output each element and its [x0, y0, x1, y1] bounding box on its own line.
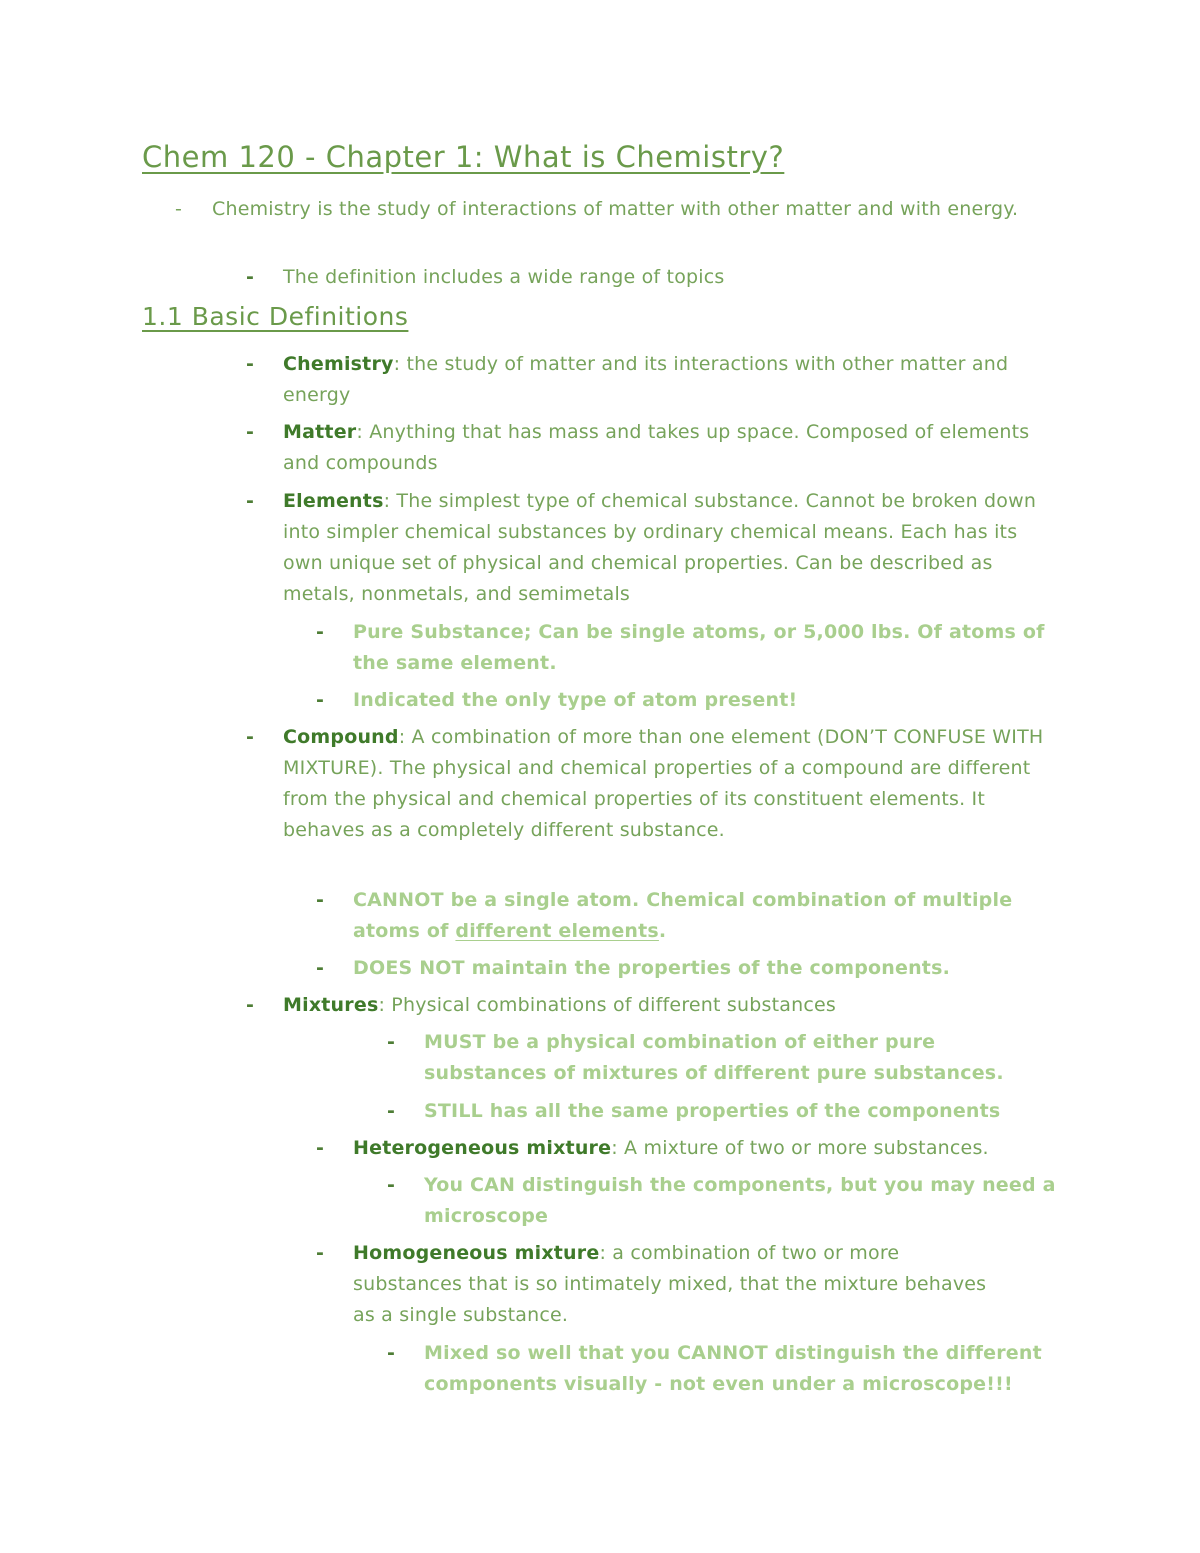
bullet-dash: - [175, 198, 183, 220]
intro-line-2 [246, 262, 1043, 293]
definition-compound [246, 722, 1058, 846]
bullet-dash: - [246, 726, 255, 748]
elements-note-1 [316, 617, 1053, 679]
compound-note-2 [316, 953, 1053, 984]
term-compound: Compound [283, 726, 399, 748]
definition-text: : A combination of more than one element (DON’T CONFUSE WITH MIXTURE). The physical and chemical properties of a compound are different from the physical and chemical properties of its constituent elements. It behaves as a completely different substance. [283, 726, 1044, 841]
definition-matter [246, 417, 1053, 479]
bullet-dash: - [316, 957, 325, 979]
bullet-dash: - [246, 994, 255, 1016]
elements-note-2 [316, 685, 1053, 716]
section-heading: 1.1 Basic Definitions [142, 302, 409, 331]
bullet-dash: - [246, 421, 255, 443]
term-chemistry: Chemistry [283, 353, 394, 375]
term-mixtures: Mixtures [283, 994, 379, 1016]
note-text: Pure Substance; Can be single atoms, or 5,000 lbs. Of atoms of the same element. [353, 621, 1045, 674]
term-elements: Elements [283, 490, 384, 512]
definition-text: : the study of matter and its interactions with other matter and energy [283, 353, 1009, 406]
note-text-end: . [658, 920, 667, 942]
definition-text: : a combination of two or more substances that is so intimately mixed, that the mixture behaves as a single substance. [353, 1242, 987, 1326]
homogeneous-note [387, 1338, 1059, 1400]
term-matter: Matter [283, 421, 357, 443]
definition-text: : The simplest type of chemical substance. Cannot be broken down into simpler chemical substances by ordinary chemical means. Each has its own unique set of physical and chemical properties. Can be described as metals, nonmetals, and semimetals [283, 490, 1037, 605]
bullet-dash: - [316, 1242, 325, 1264]
mixtures-note-1 [387, 1027, 1054, 1089]
term-homogeneous: Homogeneous mixture [353, 1242, 600, 1264]
bullet-dash: - [316, 621, 325, 643]
bullet-dash: - [246, 266, 255, 288]
definition-text: : A mixture of two or more substances. [611, 1137, 989, 1159]
note-text: Indicated the only type of atom present! [353, 689, 798, 711]
bullet-dash: - [316, 1137, 325, 1159]
definition-elements [246, 486, 1058, 610]
note-text: STILL has all the same properties of the components [424, 1100, 1001, 1122]
bullet-dash: - [387, 1174, 396, 1196]
underlined-text: different elements [455, 920, 659, 942]
bullet-dash: - [387, 1031, 396, 1053]
definition-homogeneous [316, 1238, 1003, 1331]
note-text: CANNOT be a single atom. Chemical combination of multiple atoms of [353, 889, 1013, 942]
note-text: Mixed so well that you CANNOT distinguish the different components visually - not even under a microscope!!! [424, 1342, 1042, 1395]
term-heterogeneous: Heterogeneous mixture [353, 1137, 612, 1159]
note-text: You CAN distinguish the components, but you may need a microscope [424, 1174, 1056, 1227]
bullet-dash: - [246, 353, 255, 375]
bullet-dash: - [316, 689, 325, 711]
note-text: DOES NOT maintain the properties of the components. [353, 957, 951, 979]
note-text: MUST be a physical combination of either pure substances of mixtures of different pure substances. [424, 1031, 1004, 1084]
intro-subtext: The definition includes a wide range of topics [283, 266, 725, 288]
definition-mixtures [246, 990, 1058, 1021]
heterogeneous-note [387, 1170, 1069, 1232]
bullet-dash: - [387, 1342, 396, 1364]
definition-heterogeneous [316, 1133, 1058, 1164]
intro-text: Chemistry is the study of interactions of matter with other matter and with energy. [212, 198, 1019, 220]
bullet-dash: - [387, 1100, 396, 1122]
definition-text: : Physical combinations of different substances [378, 994, 837, 1016]
bullet-dash: - [246, 490, 255, 512]
mixtures-note-2 [387, 1096, 1054, 1127]
intro-line-1 [175, 194, 1052, 225]
definition-chemistry [246, 349, 1013, 411]
page-title: Chem 120 - Chapter 1: What is Chemistry? [142, 140, 785, 174]
definition-text: : Anything that has mass and takes up space. Composed of elements and compounds [283, 421, 1030, 474]
bullet-dash: - [316, 889, 325, 911]
compound-note-1 [316, 885, 1043, 947]
